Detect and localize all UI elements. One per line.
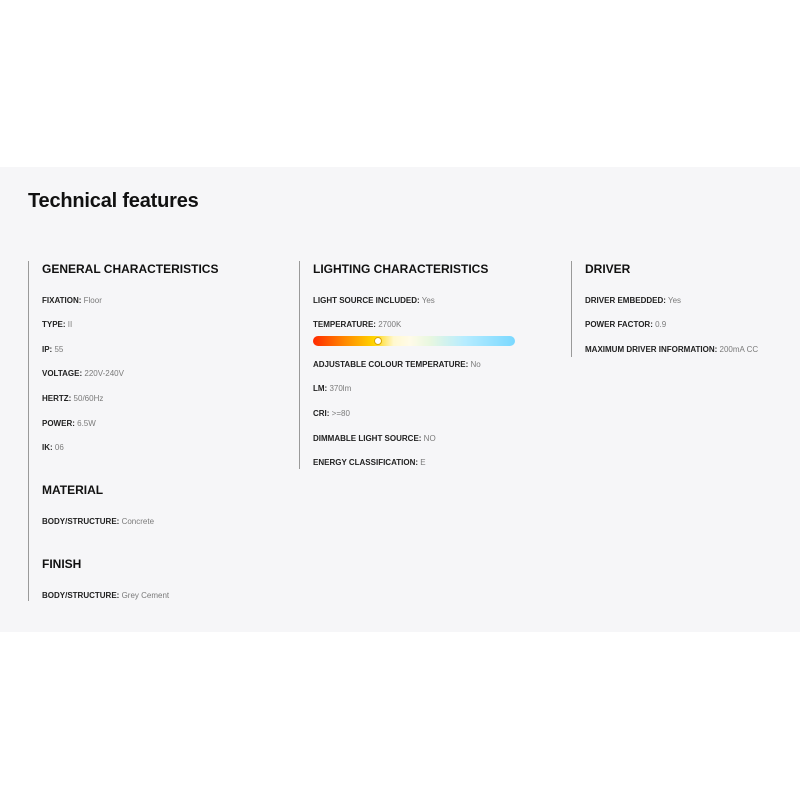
lighting-characteristics-column	[299, 261, 553, 469]
spec-label: MAXIMUM DRIVER INFORMATION:	[585, 345, 718, 354]
finish-heading: FINISH	[42, 557, 82, 571]
spec-label: TEMPERATURE:	[313, 320, 376, 329]
spec-dimmable-light-source	[313, 434, 436, 444]
spec-value: Concrete	[119, 517, 155, 526]
spec-finish-body	[42, 591, 169, 601]
spec-label: DRIVER EMBEDDED:	[585, 296, 666, 305]
lighting-characteristics-heading: LIGHTING CHARACTERISTICS	[313, 262, 489, 276]
spec-value: 200mA CC	[717, 345, 759, 354]
spec-lm	[313, 384, 351, 394]
spec-hertz	[42, 394, 103, 404]
driver-heading: DRIVER	[585, 262, 631, 276]
spec-label: POWER FACTOR:	[585, 320, 653, 329]
spec-label: IK:	[42, 443, 53, 452]
spec-label: HERTZ:	[42, 394, 72, 403]
spec-value: 0.9	[652, 320, 667, 329]
color-temperature-scale	[313, 336, 515, 346]
spec-label: ADJUSTABLE COLOUR TEMPERATURE:	[313, 360, 469, 369]
spec-light-source-included	[313, 296, 435, 306]
spec-temperature	[313, 320, 401, 330]
spec-fixation	[42, 296, 102, 306]
spec-power	[42, 419, 96, 429]
spec-value: 220V-240V	[82, 369, 124, 378]
spec-value: 06	[52, 443, 64, 452]
spec-maximum-driver-information	[585, 345, 758, 355]
spec-driver-embedded	[585, 296, 681, 306]
spec-label: CRI:	[313, 409, 330, 418]
spec-power-factor	[585, 320, 666, 330]
spec-label: DIMMABLE LIGHT SOURCE:	[313, 434, 422, 443]
spec-ik	[42, 443, 64, 453]
spec-label: IP:	[42, 345, 53, 354]
color-temperature-marker	[374, 337, 382, 345]
general-characteristics-column	[28, 261, 282, 601]
spec-label: BODY/STRUCTURE:	[42, 517, 120, 526]
spec-label: FIXATION:	[42, 296, 82, 305]
spec-value: NO	[421, 434, 436, 443]
material-heading: MATERIAL	[42, 483, 104, 497]
spec-voltage	[42, 369, 124, 379]
spec-value: 6.5W	[74, 419, 96, 428]
spec-material-body	[42, 517, 154, 527]
spec-value: Grey Cement	[119, 591, 170, 600]
general-characteristics-heading: GENERAL CHARACTERISTICS	[42, 262, 219, 276]
spec-label: ENERGY CLASSIFICATION:	[313, 458, 419, 467]
spec-value: II	[65, 320, 73, 329]
spec-label: VOLTAGE:	[42, 369, 83, 378]
spec-value: E	[418, 458, 426, 467]
spec-value: 2700K	[375, 320, 402, 329]
spec-value: Yes	[419, 296, 435, 305]
spec-type	[42, 320, 72, 330]
spec-value: No	[468, 360, 481, 369]
spec-label: LIGHT SOURCE INCLUDED:	[313, 296, 420, 305]
spec-label: POWER:	[42, 419, 75, 428]
section-title: Technical features	[28, 190, 199, 212]
spec-cri	[313, 409, 350, 419]
spec-value: 55	[52, 345, 64, 354]
spec-value: 370lm	[327, 384, 352, 393]
driver-column	[571, 261, 800, 357]
spec-value: >=80	[329, 409, 350, 418]
spec-value: Floor	[81, 296, 102, 305]
spec-value: Yes	[665, 296, 682, 305]
spec-label: TYPE:	[42, 320, 66, 329]
spec-energy-classification	[313, 458, 426, 468]
spec-label: LM:	[313, 384, 328, 393]
spec-label: BODY/STRUCTURE:	[42, 591, 120, 600]
spec-value: 50/60Hz	[71, 394, 104, 403]
spec-ip	[42, 345, 63, 355]
spec-adjustable-colour-temperature	[313, 360, 481, 370]
